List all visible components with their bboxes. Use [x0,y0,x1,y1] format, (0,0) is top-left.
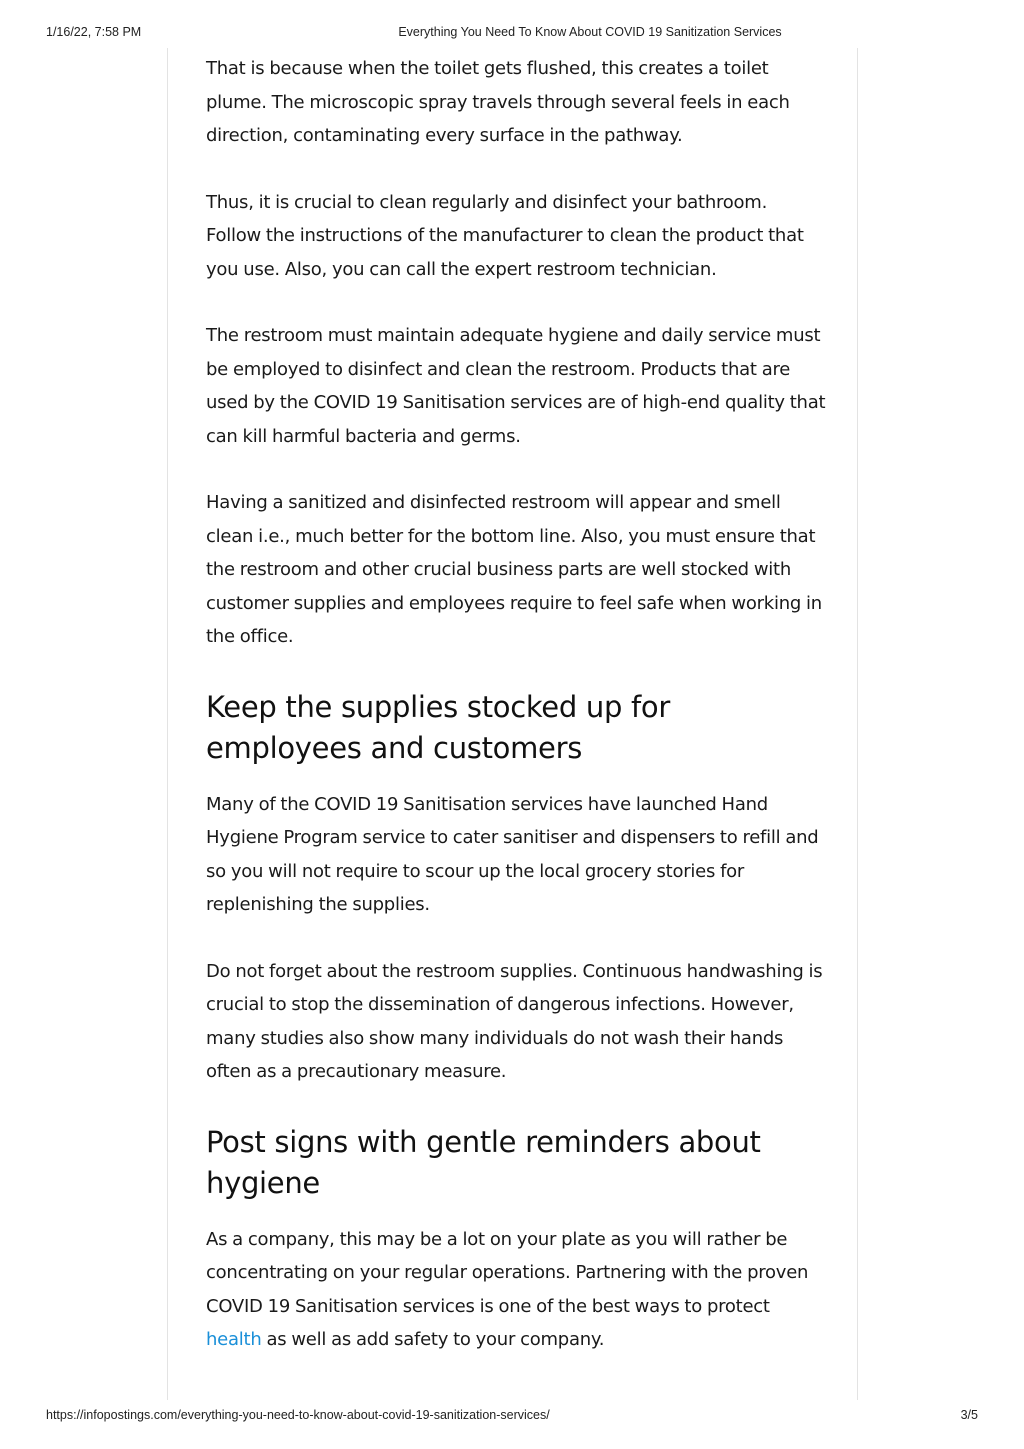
section-heading-signs: Post signs with gentle reminders about hygiene [206,1124,761,1200]
article-paragraph: The restroom must maintain adequate hygiene and daily service must be employed to disinfect and clean the restroom. Products that are used by the COVID 19 Sanitisation services are of high-end quality that can kill harmful bacteria and germs. [206,325,826,447]
print-footer [0,1408,1024,1426]
article-paragraph: Thus, it is crucial to clean regularly and disinfect your bathroom. Follow the instructions of the manufacturer to clean the product that you use. Also, you can call the expert restroom technician. [206,191,804,280]
print-header [0,25,1024,43]
article-frame [167,48,858,1400]
print-document-title: Everything You Need To Know About COVID 19 Sanitization Services [398,25,782,39]
print-page-number: 3/5 [960,1408,978,1422]
section-heading-supplies: Keep the supplies stocked up for employees and customers [206,689,670,765]
print-page-url: https://infopostings.com/everything-you-need-to-know-about-covid-19-sanitization-services/ [46,1408,550,1422]
article-paragraph: Having a sanitized and disinfected restroom will appear and smell clean i.e., much better for the bottom line. Also, you must ensure that the restroom and other crucial business parts are well stocked with customer supplies and employees require to feel safe when working in the office. [206,492,822,647]
paragraph-text: As a company, this may be a lot on your plate as you will rather be concentrating on your regular operations. Partnering with the proven COVID 19 Sanitisation services is one of the best ways to protect [206,1228,809,1317]
article-body [206,52,826,1390]
article-paragraph: Many of the COVID 19 Sanitisation services have launched Hand Hygiene Program service to cater sanitiser and dispensers to refill and so you will not require to scour up the local grocery stories for replenishing the supplies. [206,793,819,915]
article-paragraph: Do not forget about the restroom supplies. Continuous handwashing is crucial to stop the dissemination of dangerous infections. However, many studies also show many individuals do not wash their hands often as a precautionary measure. [206,960,823,1082]
health-link[interactable]: health [206,1329,262,1350]
article-paragraph: That is because when the toilet gets flushed, this creates a toilet plume. The microscopic spray travels through several feels in each direction, contaminating every surface in the pathway. [206,58,790,146]
article-paragraph-last [206,1223,826,1357]
paragraph-text: as well as add safety to your company. [261,1329,605,1350]
print-datetime: 1/16/22, 7:58 PM [46,25,142,39]
